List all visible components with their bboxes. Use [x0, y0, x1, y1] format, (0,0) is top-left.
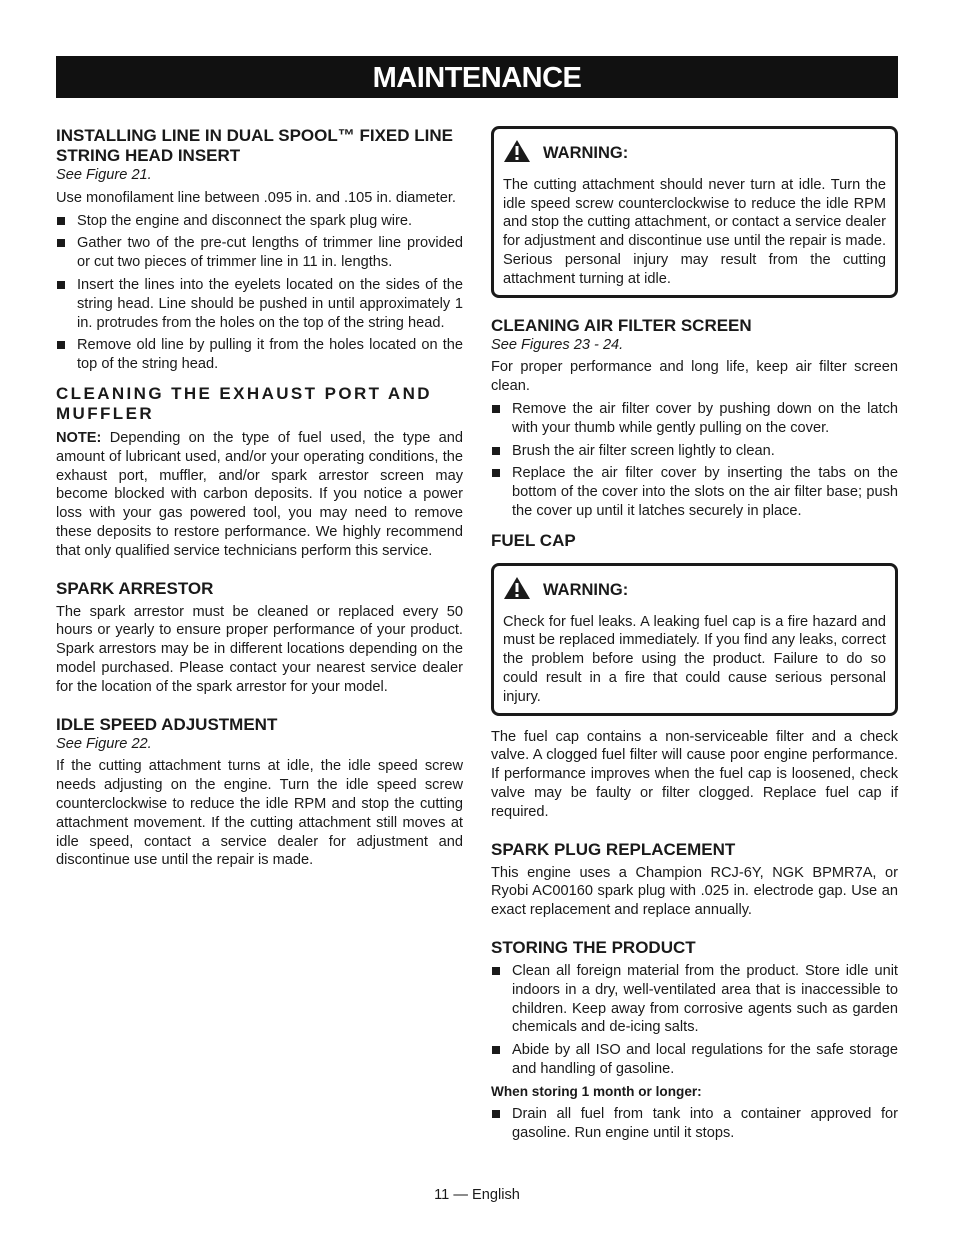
list-item-text: Gather two of the pre-cut lengths of trimmer line provided or cut two pieces of trimmer line in 11 in. lengths. — [77, 235, 463, 271]
square-bullet-icon — [492, 1046, 500, 1054]
list-item — [56, 234, 463, 272]
square-bullet-icon — [492, 469, 500, 477]
left-column — [56, 126, 463, 870]
list-item — [491, 442, 898, 461]
square-bullet-icon — [492, 1110, 500, 1118]
paragraph: The fuel cap contains a non-serviceable filter and a check valve. A clogged fuel filter will cause poor engine performance. If performance improves when the fuel cap is loosened, check valve may be faulty or filter clogged. Replace fuel cap if required. — [491, 728, 898, 820]
section-title-cleaning-exhaust: CLEANING THE EXHAUST PORT AND MUFFLER — [56, 383, 432, 423]
list-item — [491, 1105, 898, 1143]
square-bullet-icon — [57, 281, 65, 289]
bullet-list — [491, 400, 898, 521]
paragraph: For proper performance and long life, keep air filter screen clean. — [491, 359, 898, 395]
warning-header — [503, 576, 886, 605]
square-bullet-icon — [492, 447, 500, 455]
list-item — [491, 962, 898, 1037]
figure-reference: See Figure 21. — [56, 167, 152, 183]
warning-triangle-icon — [503, 139, 543, 168]
warning-text: The cutting attachment should never turn at idle. Turn the idle speed screw counterclockwise to reduce the idle RPM and stop the cutting attachment, or contact a service dealer for adjustment and discontinue use until the repair is made. Serious personal injury may result from the cutting attachment turning at idle. — [503, 176, 886, 287]
section-title-spark-arrestor: SPARK ARRESTOR — [56, 578, 214, 598]
warning-label: WARNING: — [543, 144, 629, 162]
section-title-installing-line: INSTALLING LINE IN DUAL SPOOL™ FIXED LINE STRING HEAD INSERT — [56, 126, 453, 165]
square-bullet-icon — [57, 217, 65, 225]
list-item-text: Remove the air filter cover by pushing down on the latch with your thumb while gently pulling on the cover. — [512, 400, 898, 436]
section-title-fuel-cap: FUEL CAP — [491, 530, 576, 550]
warning-label: WARNING: — [543, 580, 629, 599]
list-item-text: Replace the air filter cover by inserting the tabs on the bottom of the cover into the slots on the air filter base; push the cover up until it latches securely in place. — [512, 465, 898, 519]
warning-box-idle — [491, 126, 898, 298]
square-bullet-icon — [492, 967, 500, 975]
note-label: NOTE: — [56, 429, 102, 446]
section-title-storing: STORING THE PRODUCT — [491, 937, 696, 957]
page-title: MAINTENANCE — [56, 56, 898, 98]
subheading: When storing 1 month or longer: — [491, 1083, 702, 1099]
warning-triangle-icon — [503, 576, 543, 605]
bullet-list — [491, 962, 898, 1079]
list-item-text: Stop the engine and disconnect the spark plug wire. — [77, 212, 413, 229]
right-column — [491, 126, 898, 1147]
list-item-text: Remove old line by pulling it from the holes located on the top of the string head. — [77, 337, 463, 373]
list-item-text: Abide by all ISO and local regulations for the safe storage and handling of gasoline. — [512, 1042, 898, 1077]
list-item — [491, 464, 898, 520]
section-title-air-filter: CLEANING AIR FILTER SCREEN — [491, 315, 752, 335]
list-item-text: Brush the air filter screen lightly to clean. — [512, 442, 775, 459]
paragraph: This engine uses a Champion RCJ-6Y, NGK BPMR7A, or Ryobi AC00160 spark plug with .025 in. electrode gap. Use an exact replacement and replace annually. — [491, 864, 898, 919]
list-item — [56, 336, 463, 374]
section-title-idle-speed: IDLE SPEED ADJUSTMENT — [56, 714, 278, 734]
square-bullet-icon — [492, 405, 500, 413]
figure-reference: See Figures 23 - 24. — [491, 336, 624, 353]
bullet-list — [491, 1105, 898, 1143]
warning-text: Check for fuel leaks. A leaking fuel cap is a fire hazard and must be replaced immediately. If you find any leaks, correct the problem before using the product. Failure to do so could result in a fire that could cause serious personal injury. — [503, 613, 886, 705]
paragraph: The spark arrestor must be cleaned or replaced every 50 hours or yearly to ensure proper performance of your product. Spark arrestors may be in different locations depending on the model purchased. Please contact your nearest service dealer for the location of the spark arrestor for your model. — [56, 603, 463, 695]
section-title-spark-plug: SPARK PLUG REPLACEMENT — [491, 839, 736, 859]
warning-header — [503, 139, 886, 168]
figure-reference: See Figure 22. — [56, 735, 152, 752]
paragraph: Use monofilament line between .095 in. and .105 in. diameter. — [56, 189, 456, 206]
note-text: Depending on the type of fuel used, the type and amount of lubricant used, and/or your operating conditions, the exhaust port, muffler, and/or spark arrestor screen may become blocked with carbon deposits. If you notice a power loss with your gas powered tool, you may need to remove these deposits to restore performance. We highly recommend that only qualified service technicians perform this service. — [56, 429, 463, 559]
square-bullet-icon — [57, 239, 65, 247]
paragraph: If the cutting attachment turns at idle, the idle speed screw needs adjusting on the engine. Turn the idle speed screw counterclockwise to reduce the idle RPM and stop the cutting attachment movement. If the cutting attachment still moves at idle speed, contact a service dealer for adjustment and discontinue use until the repair is made. — [56, 758, 463, 869]
list-item-text: Clean all foreign material from the product. Store idle unit indoors in a dry, well-ventilated area that is inaccessible to children. Keep away from corrosive agents such as garden chemicals and de-icing salts. — [512, 962, 898, 1036]
square-bullet-icon — [57, 341, 65, 349]
list-item — [491, 400, 898, 438]
note-paragraph — [56, 429, 463, 561]
list-item — [56, 276, 463, 332]
page-footer: 11 — English — [434, 1187, 520, 1203]
list-item — [56, 212, 463, 231]
list-item-text: Insert the lines into the eyelets located on the sides of the string head. Line should be pushed in until approximately 1 in. protrudes from the holes on the top of the string head. — [77, 276, 463, 331]
warning-box-fuel — [491, 563, 898, 716]
list-item — [491, 1041, 898, 1079]
list-item-text: Drain all fuel from tank into a container approved for gasoline. Run engine until it stops. — [512, 1106, 898, 1142]
bullet-list — [56, 212, 463, 374]
